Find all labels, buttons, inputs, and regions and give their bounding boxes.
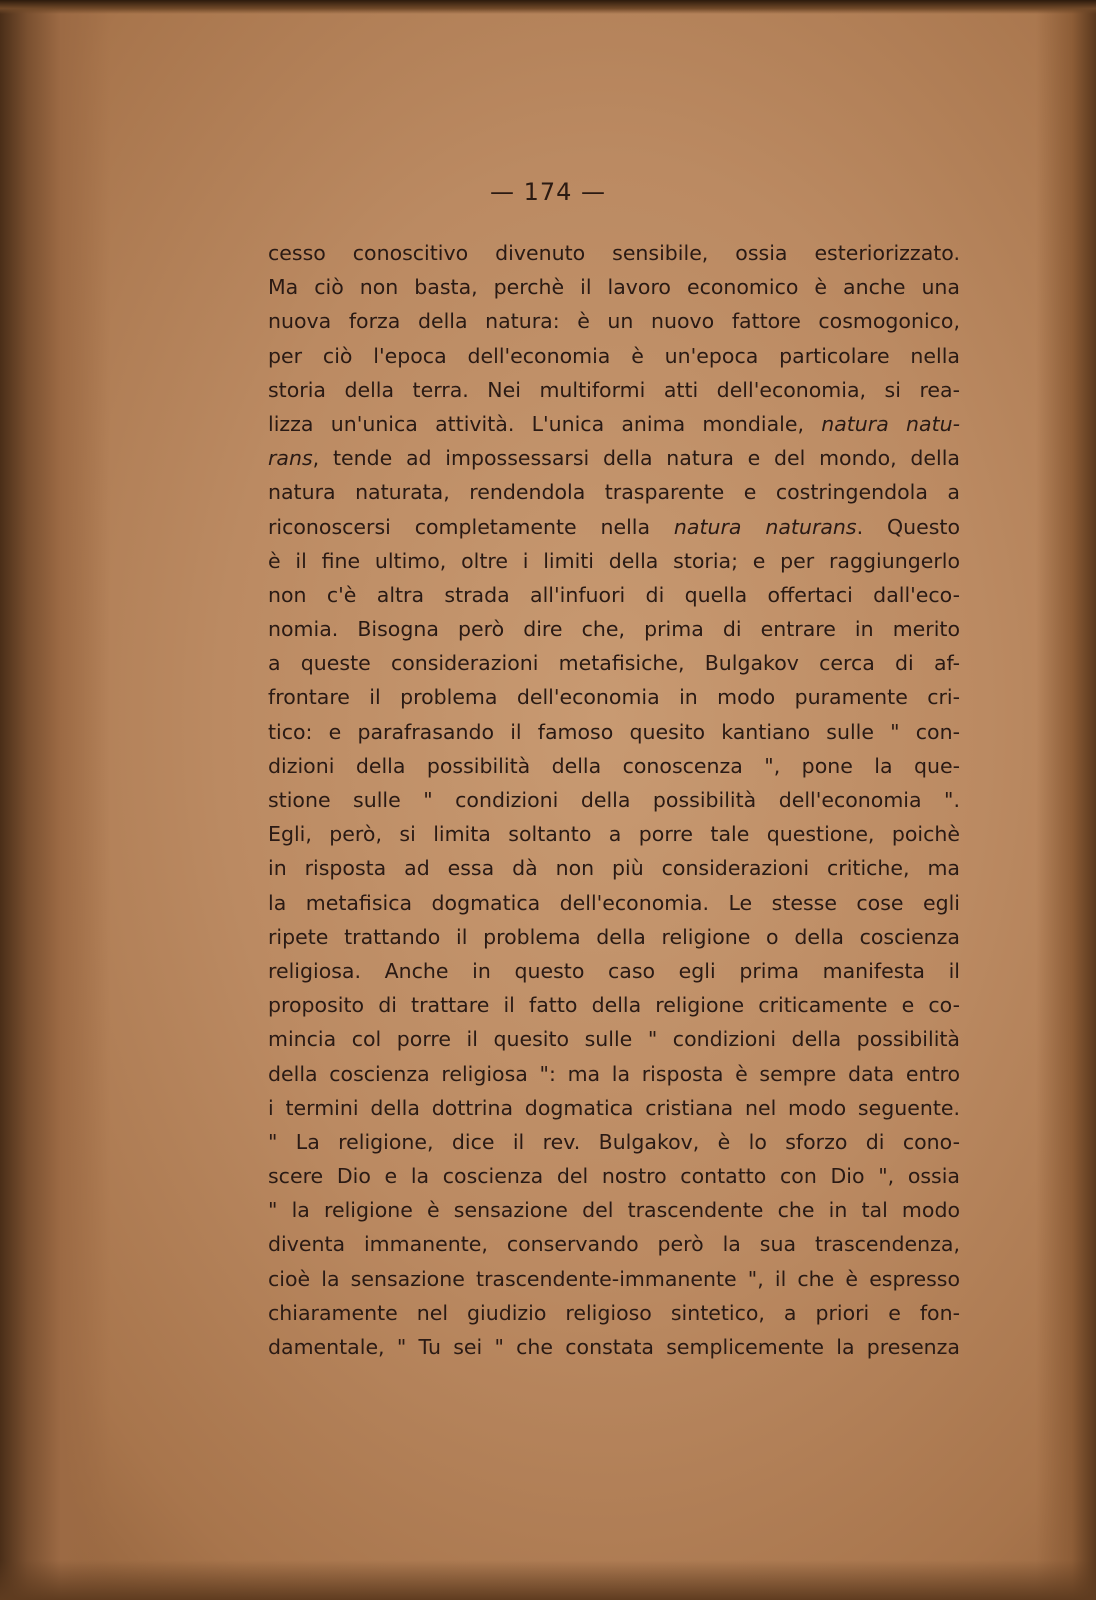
text-line: a queste considerazioni metafisiche, Bulgakov cerca di af- bbox=[268, 651, 960, 676]
body-text bbox=[268, 236, 960, 1364]
text-line: Ma ciò non basta, perchè il lavoro economico è anche una bbox=[268, 275, 960, 300]
text-line: cioè la sensazione trascendente-immanente ", il che è espresso bbox=[268, 1266, 960, 1291]
text-line: mincia col porre il quesito sulle " condizioni della possibilità bbox=[268, 1027, 960, 1052]
text-line: tico: e parafrasando il famoso quesito kantiano sulle " con- bbox=[268, 719, 960, 744]
page-bottom-edge bbox=[0, 1560, 1096, 1600]
text-line: nomia. Bisogna però dire che, prima di entrare in merito bbox=[268, 617, 960, 642]
text-line: la metafisica dogmatica dell'economia. Le stesse cose egli bbox=[268, 890, 960, 915]
text-line: i termini della dottrina dogmatica cristiana nel modo seguente. bbox=[268, 1095, 960, 1120]
text-line: per ciò l'epoca dell'economia è un'epoca particolare nella bbox=[268, 343, 960, 368]
text-line: " La religione, dice il rev. Bulgakov, è lo sforzo di cono- bbox=[268, 1129, 960, 1154]
text-line: proposito di trattare il fatto della religione criticamente e co- bbox=[268, 993, 960, 1018]
text-line: natura naturata, rendendola trasparente e costringendola a bbox=[268, 480, 960, 505]
text-line: è il fine ultimo, oltre i limiti della storia; e per raggiungerlo bbox=[268, 548, 960, 573]
text-line: riconoscersi completamente nella natura naturans. Questo bbox=[268, 514, 960, 539]
text-line: chiaramente nel giudizio religioso sintetico, a priori e fon- bbox=[268, 1300, 960, 1325]
text-line: della coscienza religiosa ": ma la risposta è sempre data entro bbox=[268, 1061, 960, 1086]
page-number: — 174 — bbox=[489, 178, 607, 206]
page-top-edge bbox=[0, 0, 1096, 14]
text-line: lizza un'unica attività. L'unica anima mondiale, natura natu- bbox=[268, 411, 961, 436]
page-left-edge bbox=[0, 0, 110, 1600]
text-line: scere Dio e la coscienza del nostro contatto con Dio ", ossia bbox=[268, 1164, 960, 1189]
text-line: nuova forza della natura: è un nuovo fattore cosmogonico, bbox=[268, 309, 960, 334]
text-line: cesso conoscitivo divenuto sensibile, ossia esteriorizzato. bbox=[268, 241, 960, 265]
text-line: Egli, però, si limita soltanto a porre tale questione, poichè bbox=[268, 822, 960, 847]
text-line: storia della terra. Nei multiformi atti dell'economia, si rea- bbox=[268, 377, 960, 402]
text-line: non c'è altra strada all'infuori di quella offertaci dall'eco- bbox=[268, 582, 960, 607]
text-line: stione sulle " condizioni della possibilità dell'economia ". bbox=[268, 788, 960, 812]
text-line: diventa immanente, conservando però la sua trascendenza, bbox=[268, 1232, 960, 1257]
text-line: ripete trattando il problema della religione o della coscienza bbox=[268, 924, 960, 949]
text-line: dizioni della possibilità della conoscenza ", pone la que- bbox=[268, 753, 960, 778]
text-line: in risposta ad essa dà non più considerazioni critiche, ma bbox=[268, 856, 960, 881]
page-right-edge bbox=[1036, 0, 1096, 1600]
text-line: " la religione è sensazione del trascendente che in tal modo bbox=[268, 1198, 960, 1223]
text-line: damentale, " Tu sei " che constata semplicemente la presenza bbox=[268, 1335, 960, 1359]
text-line: rans, tende ad impossessarsi della natura e del mondo, della bbox=[268, 446, 960, 471]
text-line: religiosa. Anche in questo caso egli prima manifesta il bbox=[268, 958, 960, 983]
text-line: frontare il problema dell'economia in modo puramente cri- bbox=[268, 685, 960, 710]
